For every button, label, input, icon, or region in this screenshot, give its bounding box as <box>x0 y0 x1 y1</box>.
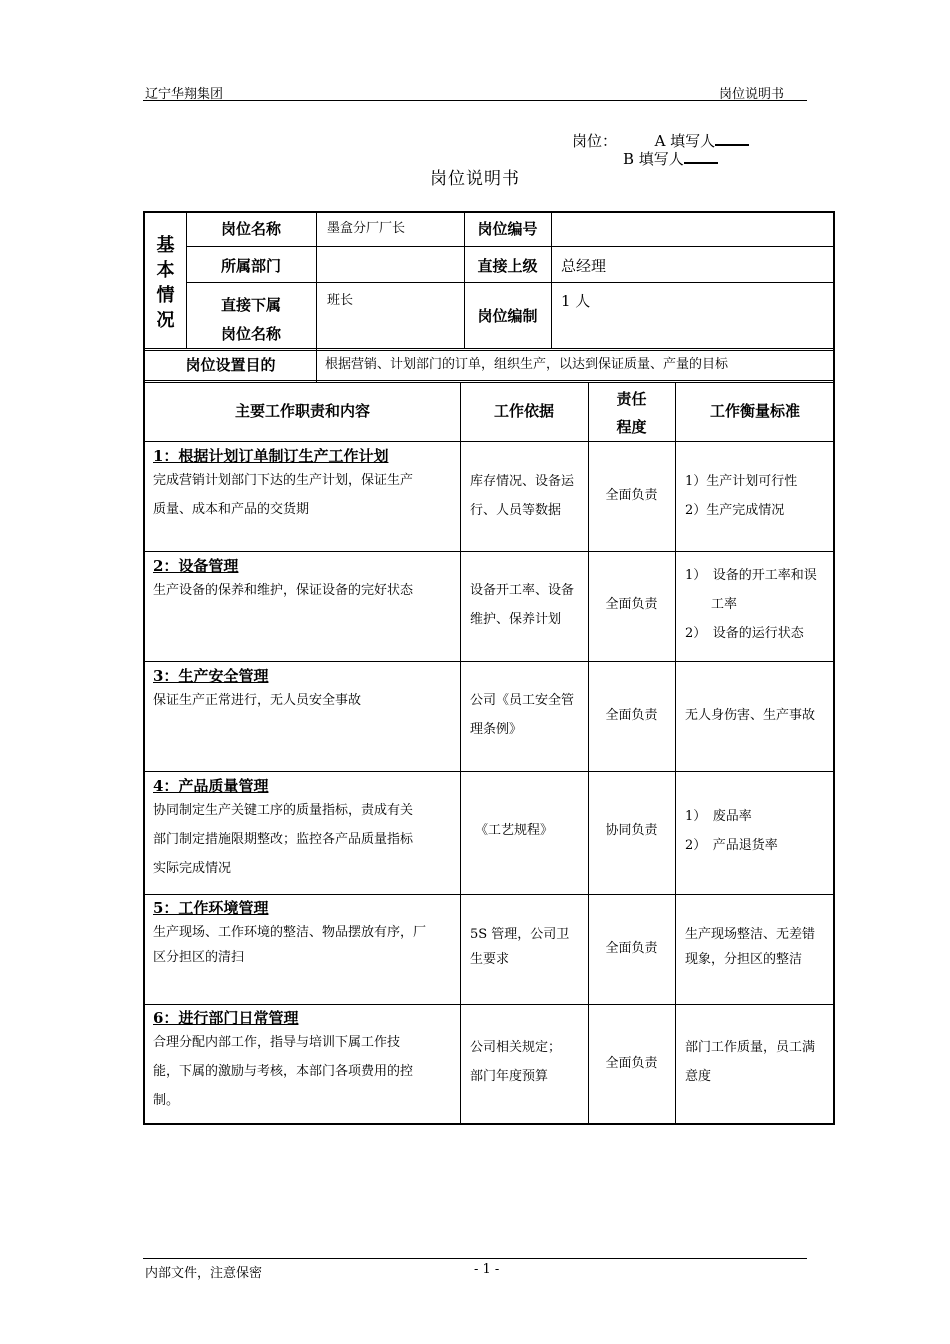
rule <box>186 246 835 247</box>
duty-basis-line: 生要求 <box>470 952 510 967</box>
duty-basis <box>470 1033 561 1091</box>
duty-basis <box>470 467 574 525</box>
rule <box>675 382 676 1125</box>
duty-standard-line: 1） 废品率 <box>685 809 752 824</box>
duty-line: 生产设备的保养和维护，保证设备的完好状态 <box>153 583 414 598</box>
duty-standard <box>685 701 815 730</box>
duty-standard <box>685 561 817 648</box>
duty-standard-line: 1） 设备的开工率和误 <box>685 568 817 583</box>
duty-basis <box>470 576 574 634</box>
duty-line: 部门制定措施限期整改；监控各产品质量指标 <box>153 832 414 847</box>
duty-line: 协同制定生产关键工序的质量指标，责成有关 <box>153 803 414 818</box>
duty-row <box>153 665 458 715</box>
a-filler-blank[interactable] <box>715 130 749 146</box>
duty-standard-line: 2）生产完成情况 <box>685 503 785 518</box>
col-header-responsibility-line: 责任 <box>616 390 647 408</box>
duty-standard-line: 现象，分担区的整洁 <box>685 952 803 967</box>
col-header-standard: 工作衡量标准 <box>709 402 800 420</box>
subordinate-label-line: 岗位名称 <box>220 325 281 343</box>
duty-basis <box>470 922 569 972</box>
col-header-duties: 主要工作职责和内容 <box>234 402 370 420</box>
section-label-char: 基 <box>156 235 175 256</box>
rule <box>145 1004 835 1005</box>
page-number: - 1 - <box>474 1262 500 1277</box>
col-header-basis: 工作依据 <box>493 402 554 420</box>
duty-standard-line: 部门工作质量，员工满 <box>685 1040 816 1055</box>
rule <box>145 380 835 381</box>
duty-basis-line: 公司相关规定； <box>470 1040 562 1055</box>
col-header-responsibility <box>588 385 675 441</box>
duty-standard-line: 无人身伤害、生产事故 <box>685 708 816 723</box>
duty-responsibility: 全面负责 <box>605 597 658 612</box>
col-header-responsibility-line: 程度 <box>616 418 647 436</box>
rule <box>145 771 835 772</box>
basic-info-section-label <box>145 233 186 333</box>
rule <box>460 382 461 1125</box>
b-filler-label: B 填写人 <box>623 150 684 168</box>
duty-title: 2：设备管理 <box>153 557 239 575</box>
purpose-value: 根据营销、计划部门的订单，组织生产，以达到保证质量、产量的目标 <box>325 357 729 372</box>
duty-line: 能，下属的激励与考核，本部门各项费用的控 <box>153 1064 414 1079</box>
subordinate-value: 班长 <box>327 293 354 308</box>
duty-responsibility: 全面负责 <box>605 1056 658 1071</box>
subordinate-label <box>186 291 316 349</box>
duty-standard <box>685 467 797 525</box>
duty-title: 3：生产安全管理 <box>153 667 269 685</box>
footer-rule <box>143 1258 807 1259</box>
duty-standard <box>685 1033 815 1091</box>
a-filler-label: A 填写人 <box>654 132 716 150</box>
duty-standard-line: 2） 设备的运行状态 <box>685 626 804 641</box>
duty-responsibility: 全面负责 <box>605 488 658 503</box>
header-rule <box>143 100 807 101</box>
rule <box>186 282 835 283</box>
position-code-label: 岗位编号 <box>477 220 538 238</box>
superior-value: 总经理 <box>561 257 607 275</box>
duty-line: 保证生产正常进行，无人员安全事故 <box>153 693 362 708</box>
department-label: 所属部门 <box>220 257 281 275</box>
duty-row <box>153 1007 458 1115</box>
duty-standard-line: 意度 <box>685 1069 712 1084</box>
duty-row <box>153 897 458 972</box>
footer-confidential-note: 内部文件，注意保密 <box>145 1266 263 1281</box>
header-doc-name: 岗位说明书 <box>719 87 785 102</box>
purpose-label: 岗位设置目的 <box>185 356 276 374</box>
section-label-char: 本 <box>156 260 175 281</box>
section-label-char: 况 <box>156 310 175 331</box>
duty-row <box>153 775 458 883</box>
subordinate-label-line: 直接下属 <box>220 296 281 314</box>
rule <box>145 382 835 383</box>
duty-title: 1：根据计划订单制订生产工作计划 <box>153 447 389 465</box>
duty-responsibility: 全面负责 <box>605 941 658 956</box>
duty-standard <box>685 922 815 972</box>
duty-basis <box>475 816 553 845</box>
position-label: 岗位： <box>572 132 618 150</box>
duty-title: 5：工作环境管理 <box>153 899 269 917</box>
rule <box>551 213 552 349</box>
duty-basis-line: 《工艺规程》 <box>475 823 554 838</box>
duty-standard <box>685 802 778 860</box>
duty-line: 区分担区的清扫 <box>153 950 245 965</box>
superior-label: 直接上级 <box>477 257 538 275</box>
duty-responsibility: 全面负责 <box>605 708 658 723</box>
duty-standard-line: 工率 <box>685 597 738 612</box>
position-name-value: 墨盒分厂厂长 <box>327 221 406 236</box>
rule <box>145 894 835 895</box>
duty-basis-line: 库存情况、设备运 <box>470 474 575 489</box>
duty-basis-line: 行、人员等数据 <box>470 503 562 518</box>
duty-title: 6：进行部门日常管理 <box>153 1009 299 1027</box>
duty-line: 生产现场、工作环境的整洁、物品摆放有序，厂 <box>153 925 427 940</box>
position-name-label: 岗位名称 <box>220 220 281 238</box>
header-company: 辽宁华翔集团 <box>145 87 224 102</box>
duty-title: 4：产品质量管理 <box>153 777 269 795</box>
duty-basis-line: 5S 管理，公司卫 <box>470 927 570 942</box>
duty-row <box>153 555 458 605</box>
duty-basis-line: 维护、保养计划 <box>470 612 562 627</box>
duty-basis-line: 公司《员工安全管 <box>470 693 575 708</box>
document-title: 岗位说明书 <box>430 169 520 189</box>
job-description-table <box>143 211 835 1125</box>
rule <box>145 350 835 351</box>
rule <box>145 441 835 442</box>
headcount-value: 1 人 <box>561 292 591 310</box>
section-label-char: 情 <box>156 285 175 306</box>
rule <box>316 213 317 382</box>
duty-basis-line: 理条例》 <box>470 722 523 737</box>
duty-line: 合理分配内部工作，指导与培训下属工作技 <box>153 1035 401 1050</box>
duty-row <box>153 445 458 524</box>
duty-standard-line: 2） 产品退货率 <box>685 838 778 853</box>
duty-line: 实际完成情况 <box>153 861 232 876</box>
duty-standard-line: 生产现场整洁、无差错 <box>685 927 816 942</box>
duty-basis-line: 设备开工率、设备 <box>470 583 575 598</box>
b-filler-blank[interactable] <box>684 148 718 164</box>
rule <box>145 661 835 662</box>
duty-basis <box>470 686 574 744</box>
duty-line: 质量、成本和产品的交货期 <box>153 502 310 517</box>
headcount-label: 岗位编制 <box>477 307 538 325</box>
duty-responsibility: 协同负责 <box>605 823 658 838</box>
duty-line: 制。 <box>153 1093 180 1108</box>
duty-line: 完成营销计划部门下达的生产计划，保证生产 <box>153 473 414 488</box>
duty-standard-line: 1）生产计划可行性 <box>685 474 798 489</box>
rule <box>145 551 835 552</box>
duty-basis-line: 部门年度预算 <box>470 1069 549 1084</box>
